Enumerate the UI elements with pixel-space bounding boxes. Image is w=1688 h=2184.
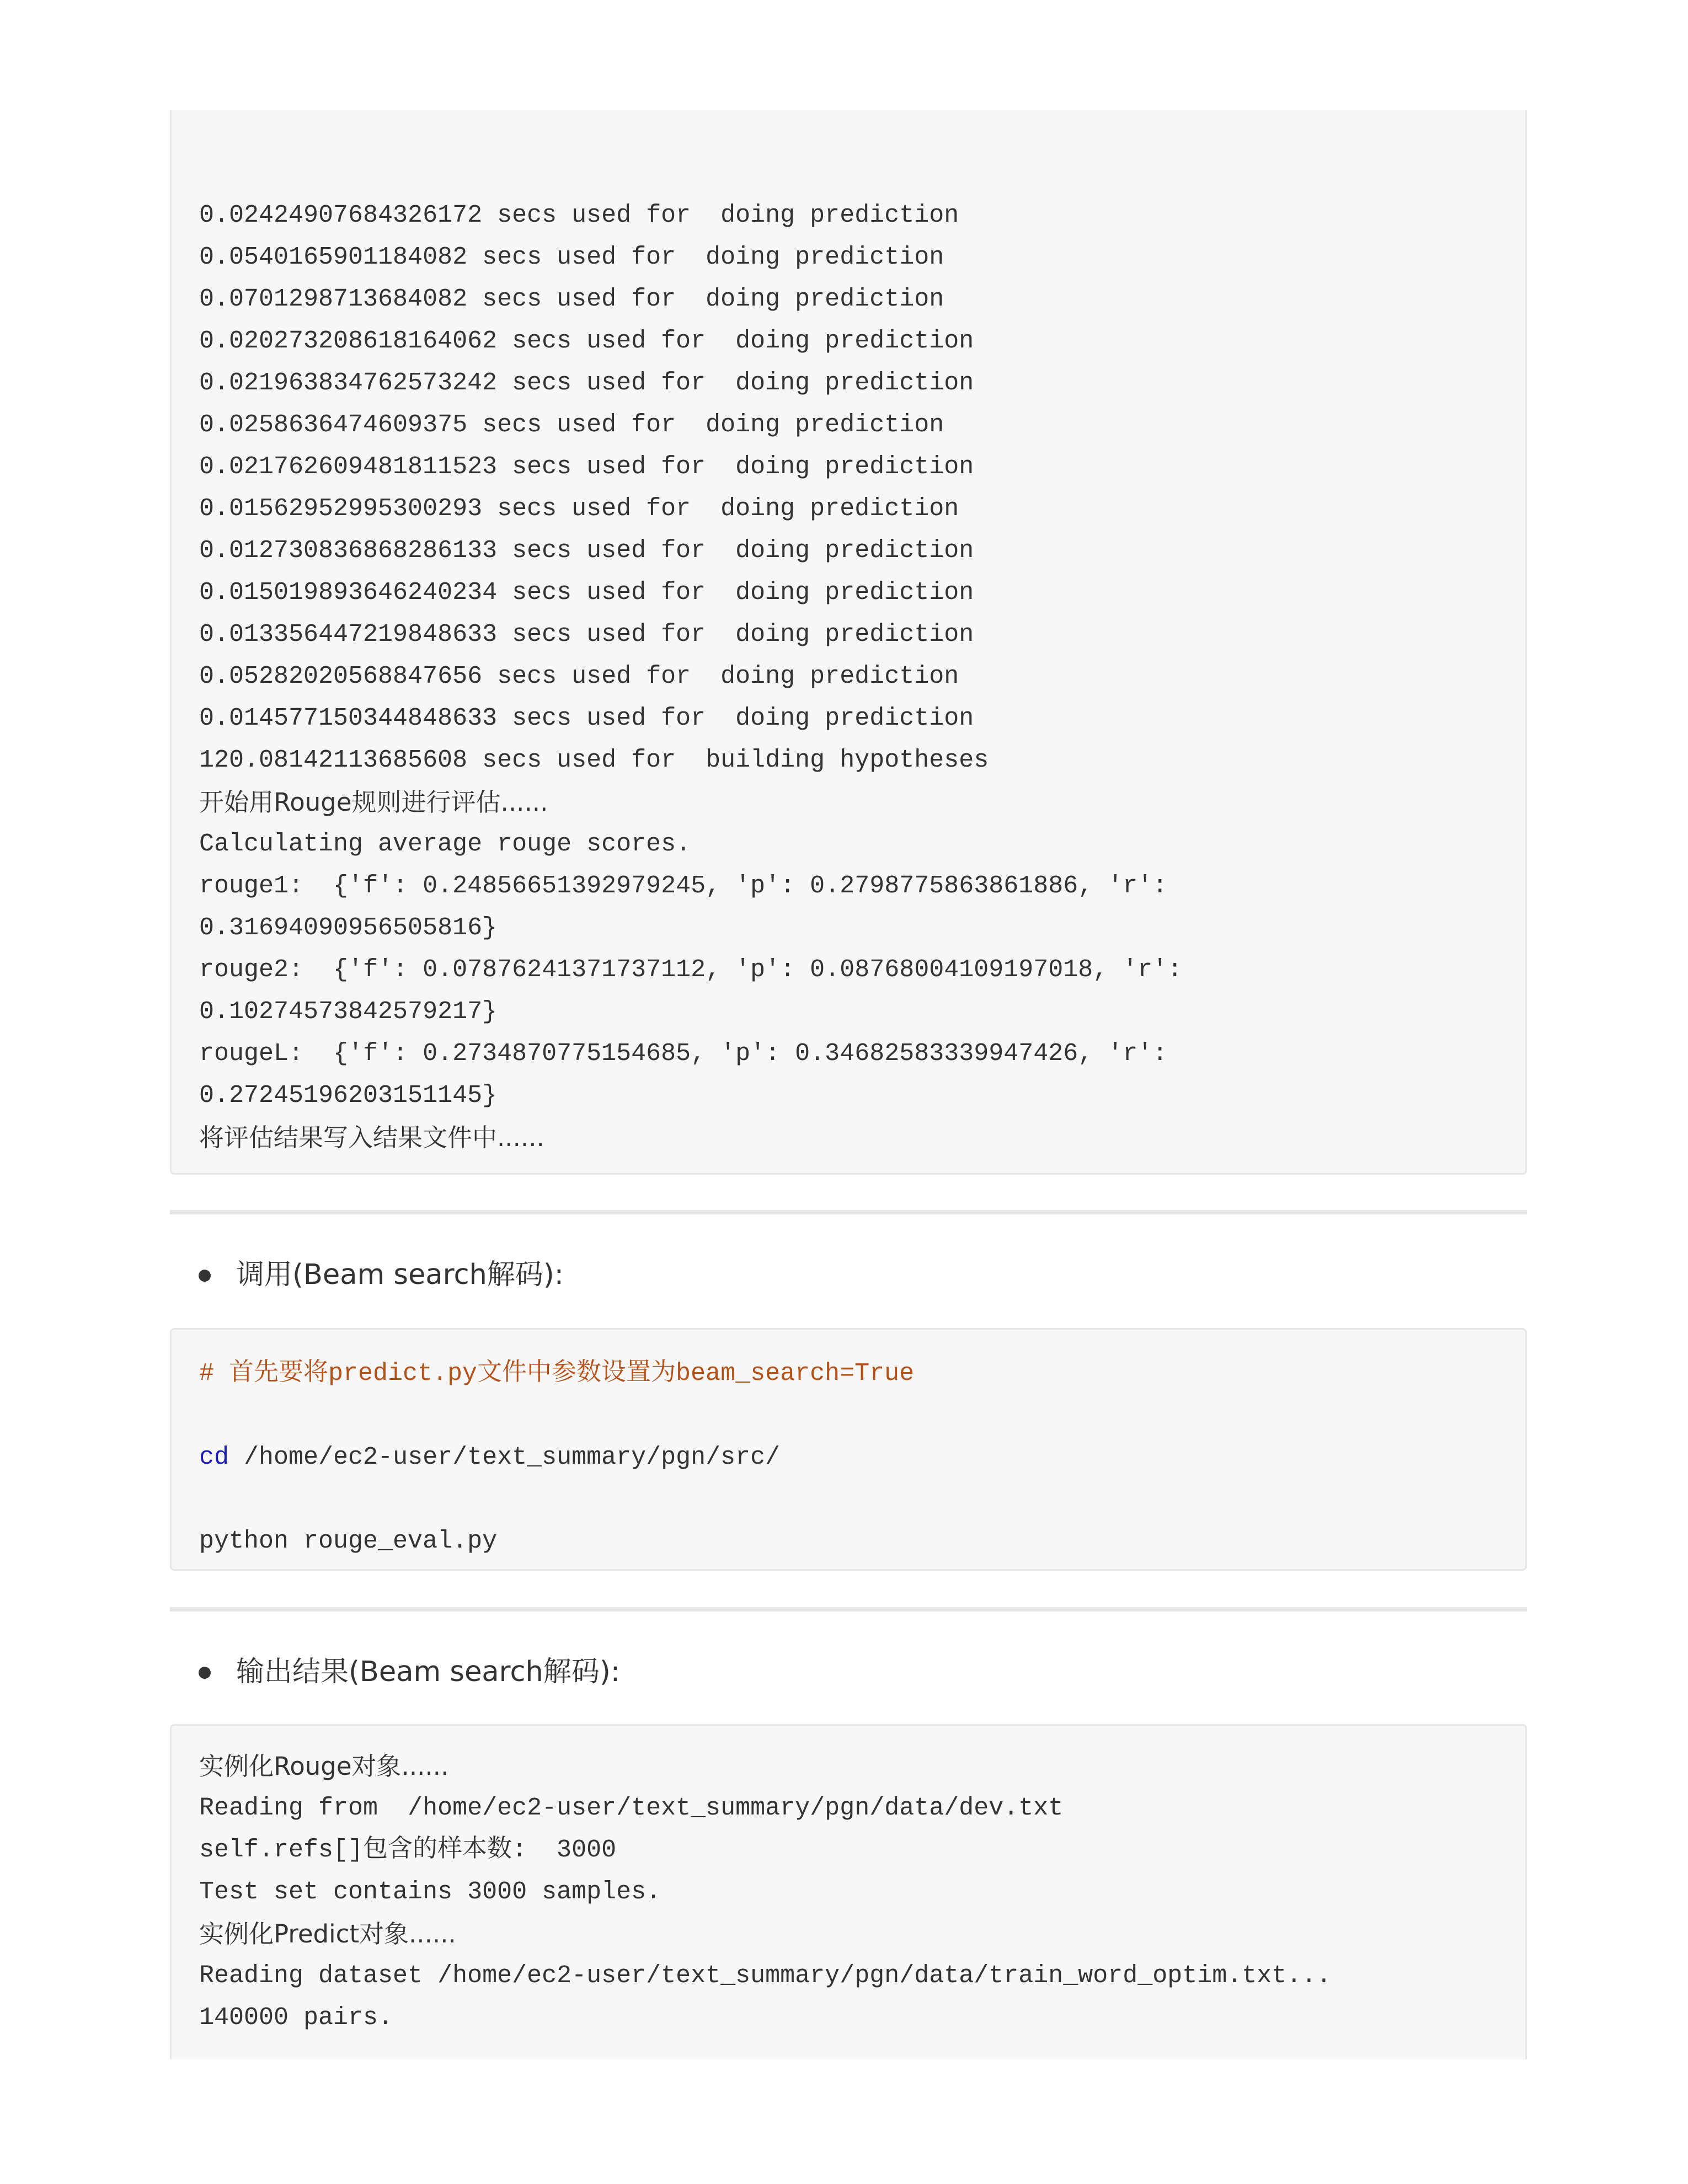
code-line: 0.31694090956505816}: [199, 914, 498, 942]
code-line: rougeL: {'f': 0.2734870775154685, 'p': 0.34682583339947426, 'r':: [199, 1040, 1168, 1068]
code-line-cd: [199, 1437, 780, 1479]
code-line: 实例化Predict对象......: [199, 1919, 456, 1949]
bullet-dot-icon: [199, 1667, 211, 1679]
code-line: 0.021762609481811523 secs used for doing prediction: [199, 453, 974, 481]
code-line: 0.013356447219848633 secs used for doing prediction: [199, 620, 974, 649]
horizontal-rule: [170, 1210, 1527, 1214]
code-line: 0.012730836868286133 secs used for doing prediction: [199, 537, 974, 565]
code-path: /home/ec2-user/text_summary/pgn/src/: [229, 1443, 781, 1471]
code-line: self.refs[]包含的样本数: 3000: [199, 1836, 617, 1864]
code-line: 0.0701298713684082 secs used for doing prediction: [199, 285, 944, 313]
code-line: 实例化Rouge对象......: [199, 1752, 449, 1781]
code-line: Calculating average rouge scores.: [199, 830, 691, 858]
code-line: Test set contains 3000 samples.: [199, 1878, 661, 1906]
bullet-text: 调用(Beam search解码):: [236, 1259, 564, 1291]
code-line: 0.015019893646240234 secs used for doing prediction: [199, 579, 974, 607]
horizontal-rule: [170, 1607, 1527, 1612]
code-line: 140000 pairs.: [199, 2004, 393, 2032]
code-line-run: python rouge_eval.py: [199, 1527, 498, 1555]
output-code-block-beam-search: [170, 1724, 1527, 2059]
code-line: 将评估结果写入结果文件中......: [199, 1123, 544, 1152]
code-line: 0.05282020568847656 secs used for doing prediction: [199, 662, 959, 690]
output-code-block-greedy: [170, 110, 1527, 1175]
bullet-text: 输出结果(Beam search解码):: [236, 1656, 620, 1688]
code-line: rouge1: {'f': 0.24856651392979245, 'p': 0.2798775863861886, 'r':: [199, 872, 1168, 900]
code-line: 0.10274573842579217}: [199, 998, 498, 1026]
code-line: 0.0258636474609375 secs used for doing prediction: [199, 411, 944, 439]
code-line: 120.08142113685608 secs used for building hypotheses: [199, 746, 989, 774]
code-line: 0.27245196203151145}: [199, 1082, 498, 1110]
code-line: 开始用Rouge规则进行评估......: [199, 788, 548, 817]
code-line: Reading from /home/ec2-user/text_summary/pgn/data/dev.txt: [199, 1794, 1064, 1822]
code-line: 0.01562952995300293 secs used for doing prediction: [199, 495, 959, 523]
bullet-item-invoke-beam-search: [199, 1253, 861, 1297]
bullet-dot-icon: [199, 1270, 211, 1282]
code-line: rouge2: {'f': 0.07876241371737112, 'p': 0.08768004109197018, 'r':: [199, 956, 1183, 984]
code-line: 0.014577150344848633 secs used for doing prediction: [199, 704, 974, 732]
code-comment: # 首先要将predict.py文件中参数设置为beam_search=True: [199, 1359, 915, 1388]
code-line: 0.021963834762573242 secs used for doing prediction: [199, 369, 974, 397]
code-line: 0.02424907684326172 secs used for doing prediction: [199, 201, 959, 229]
code-keyword-cd: cd: [199, 1443, 229, 1471]
command-code-block: [170, 1328, 1527, 1571]
code-line: Reading dataset /home/ec2-user/text_summary/pgn/data/train_word_optim.txt...: [199, 1962, 1332, 1990]
bullet-item-output-beam-search: [199, 1650, 916, 1694]
code-line: 0.0540165901184082 secs used for doing prediction: [199, 243, 944, 271]
code-line: 0.020273208618164062 secs used for doing prediction: [199, 327, 974, 355]
